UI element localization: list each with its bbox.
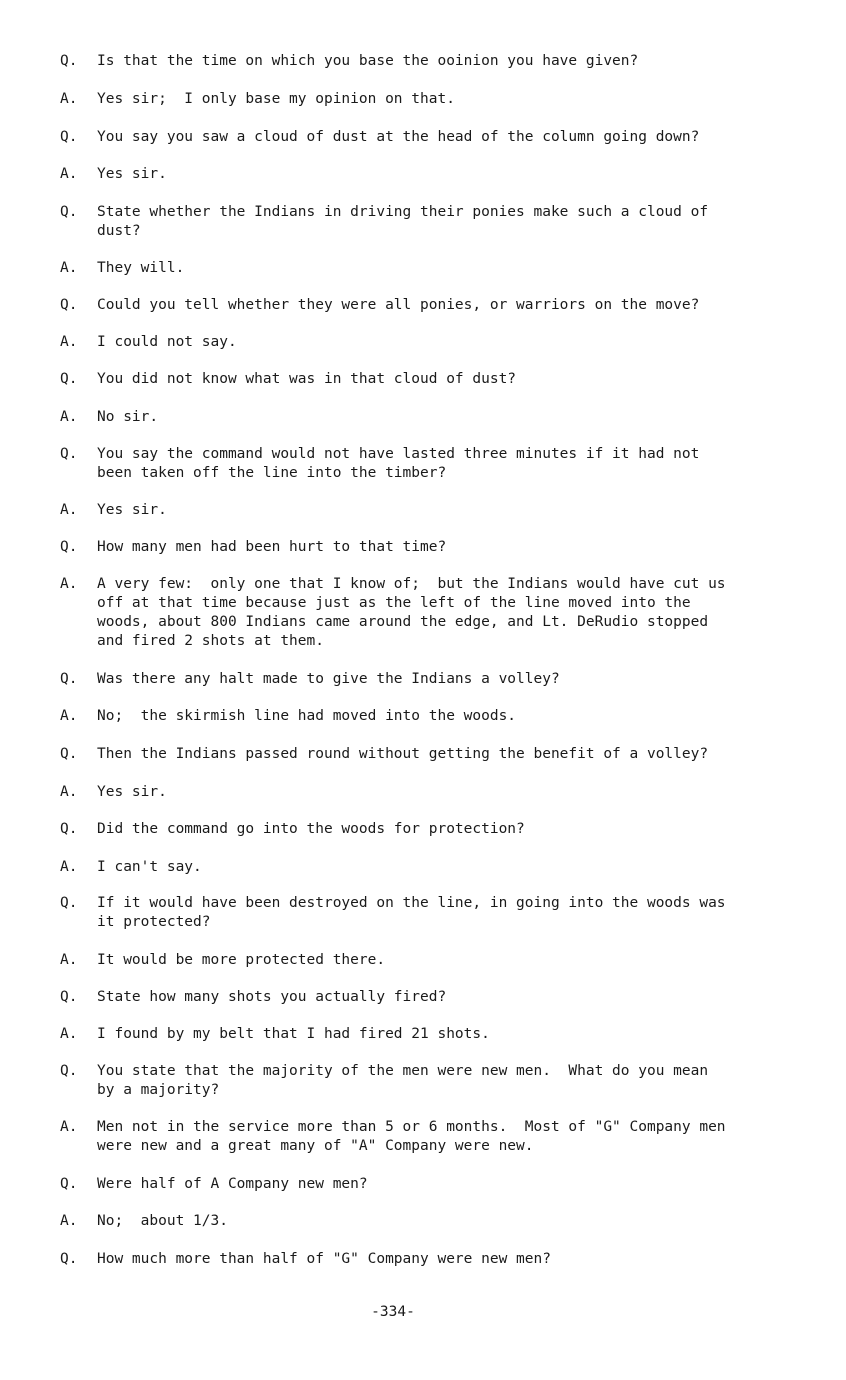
answer-entry (60, 259, 780, 278)
answer-entry (60, 501, 780, 520)
entry-text: State how many shots you actually fired? (97, 989, 447, 1005)
entry-text: How many men had been hurt to that time? (97, 539, 447, 555)
answer-entry (60, 1118, 780, 1156)
answer-entry (60, 165, 780, 184)
entry-text: Could you tell whether they were all ponies, or warriors on the move? (97, 297, 700, 313)
speaker-label: Q. (60, 895, 78, 911)
question-entry (60, 1250, 780, 1269)
speaker-label: Q. (60, 371, 78, 387)
speaker-label: Q. (60, 446, 78, 462)
page-number: -334- (371, 1304, 415, 1320)
question-entry (60, 670, 780, 689)
answer-entry (60, 1025, 780, 1044)
entry-text: Was there any halt made to give the Indians a volley? (97, 671, 560, 687)
answer-entry (60, 333, 780, 352)
speaker-label: Q. (60, 989, 78, 1005)
speaker-label: Q. (60, 1063, 78, 1079)
speaker-label: A. (60, 708, 78, 724)
entry-text: No; the skirmish line had moved into the woods. (97, 708, 517, 724)
question-entry (60, 128, 780, 147)
question-entry (60, 370, 780, 389)
speaker-label: A. (60, 409, 78, 425)
answer-entry (60, 408, 780, 427)
answer-entry (60, 575, 780, 651)
entry-text: You say the command would not have lasted three minutes if it had not been taken off the line into the timber? (97, 446, 700, 481)
entry-text: A very few: only one that I know of; but the Indians would have cut us off at that time because just as the left of the line moved into the woods, about 800 Indians came around the edge, and Lt. DeRudio stopped and fired 2 shots at them. (97, 576, 726, 649)
entry-text: You state that the majority of the men were new men. What do you mean by a majority? (97, 1063, 709, 1098)
speaker-label: Q. (60, 1251, 78, 1267)
speaker-label: Q. (60, 746, 78, 762)
entry-text: No; about 1/3. (97, 1213, 228, 1229)
answer-entry (60, 951, 780, 970)
question-entry (60, 296, 780, 315)
entry-text: You say you saw a cloud of dust at the head of the column going down? (97, 129, 700, 145)
answer-entry (60, 707, 780, 726)
question-entry (60, 445, 780, 483)
entry-text: State whether the Indians in driving their ponies make such a cloud of dust? (97, 204, 709, 239)
entry-text: How much more than half of "G" Company were new men? (97, 1251, 551, 1267)
answer-entry (60, 783, 780, 802)
entry-text: You did not know what was in that cloud of dust? (97, 371, 517, 387)
entry-text: Did the command go into the woods for protection? (97, 821, 525, 837)
question-entry (60, 745, 780, 764)
entry-text: It would be more protected there. (97, 952, 386, 968)
entry-text: They will. (97, 260, 185, 276)
answer-entry (60, 1212, 780, 1231)
speaker-label: Q. (60, 671, 78, 687)
speaker-label: Q. (60, 1176, 78, 1192)
entry-text: If it would have been destroyed on the line, in going into the woods was it protected? (97, 895, 726, 930)
question-entry (60, 1062, 780, 1100)
speaker-label: A. (60, 260, 78, 276)
answer-entry (60, 90, 780, 109)
speaker-label: A. (60, 576, 78, 592)
speaker-label: A. (60, 502, 78, 518)
speaker-label: Q. (60, 539, 78, 555)
speaker-label: Q. (60, 297, 78, 313)
question-entry (60, 894, 780, 932)
entry-text: I found by my belt that I had fired 21 shots. (97, 1026, 490, 1042)
entry-text: Yes sir. (97, 502, 167, 518)
entry-text: I can't say. (97, 859, 202, 875)
entry-text: Yes sir; I only base my opinion on that. (97, 91, 455, 107)
speaker-label: A. (60, 334, 78, 350)
entry-text: Yes sir. (97, 166, 167, 182)
entry-text: Men not in the service more than 5 or 6 months. Most of "G" Company men were new and a great many of "A" Company were new. (97, 1119, 726, 1154)
entry-text: Is that the time on which you base the ooinion you have given? (97, 53, 639, 69)
question-entry (60, 203, 780, 241)
question-entry (60, 1175, 780, 1194)
speaker-label: A. (60, 1026, 78, 1042)
speaker-label: A. (60, 1213, 78, 1229)
entry-text: Then the Indians passed round without getting the benefit of a volley? (97, 746, 709, 762)
speaker-label: Q. (60, 53, 78, 69)
speaker-label: A. (60, 859, 78, 875)
entry-text: No sir. (97, 409, 159, 425)
speaker-label: A. (60, 91, 78, 107)
speaker-label: Q. (60, 204, 78, 220)
question-entry (60, 988, 780, 1007)
entry-text: Were half of A Company new men? (97, 1176, 368, 1192)
speaker-label: A. (60, 166, 78, 182)
answer-entry (60, 858, 780, 877)
speaker-label: A. (60, 1119, 78, 1135)
entry-text: I could not say. (97, 334, 237, 350)
question-entry (60, 52, 780, 71)
speaker-label: Q. (60, 129, 78, 145)
speaker-label: Q. (60, 821, 78, 837)
speaker-label: A. (60, 952, 78, 968)
entry-text: Yes sir. (97, 784, 167, 800)
question-entry (60, 538, 780, 557)
speaker-label: A. (60, 784, 78, 800)
question-entry (60, 820, 780, 839)
